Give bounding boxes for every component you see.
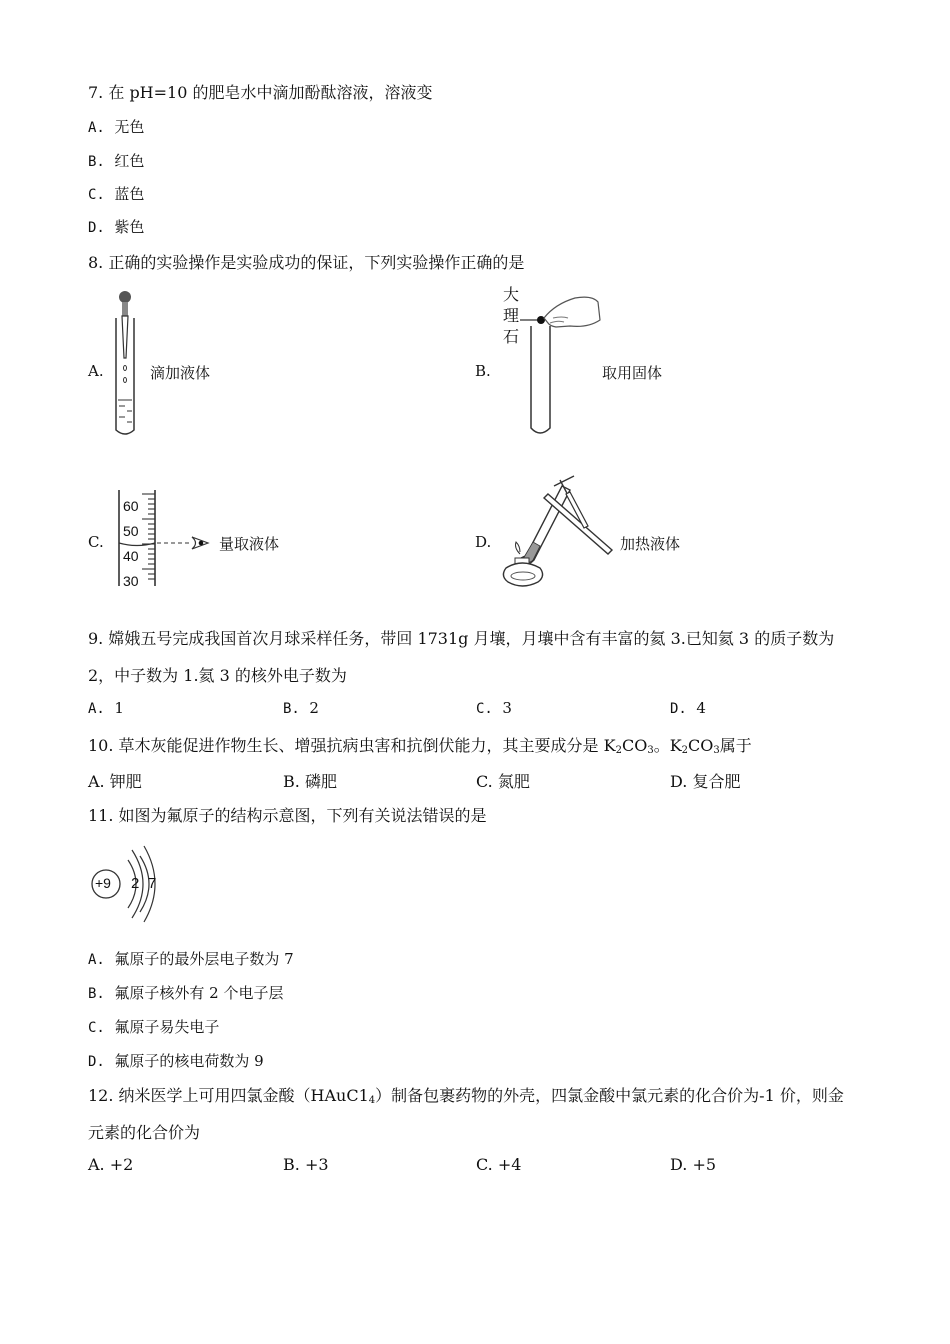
marble-label-char: 大 — [503, 285, 520, 304]
option-label: C. — [476, 1155, 493, 1174]
q9-stem-line2: 2，中子数为 1.氦 3 的核外电子数为 — [88, 666, 347, 685]
q11-option-c[interactable] — [88, 1016, 219, 1037]
option-text: 4 — [696, 699, 706, 717]
stem-text: 12. 纳米医学上可用四氯金酸（HAuC1 — [88, 1086, 369, 1105]
option-text: +3 — [304, 1155, 329, 1174]
stem-text: 。K — [653, 736, 682, 755]
q9-option-b[interactable] — [283, 699, 319, 717]
q12-option-d[interactable] — [670, 1155, 716, 1174]
hand-marble-test-tube-figure — [520, 290, 605, 440]
option-label: B. — [283, 772, 300, 791]
option-text: 氮肥 — [497, 772, 530, 791]
q11-stem: 11. 如图为氟原子的结构示意图，下列有关说法错误的是 — [88, 806, 487, 825]
option-text: +5 — [692, 1155, 717, 1174]
option-label: C. — [476, 772, 493, 791]
option-text: 红色 — [114, 152, 145, 170]
q12-stem-line1 — [88, 1083, 844, 1106]
option-label: A. — [88, 1155, 105, 1174]
stem-text: CO — [621, 736, 648, 755]
option-text: 磷肥 — [304, 772, 337, 791]
subscript: 3 — [713, 745, 720, 756]
option-text: 氟原子的核电荷数为 9 — [114, 1052, 264, 1070]
subscript: 2 — [615, 745, 622, 756]
stem-text: 属于 — [719, 736, 752, 755]
heating-liquid-figure — [500, 472, 618, 592]
option-text: 氟原子易失电子 — [114, 1018, 220, 1036]
q7-stem: 7. 在 pH=10 的肥皂水中滴加酚酞溶液，溶液变 — [88, 83, 433, 102]
q8-option-b-label[interactable]: B. — [475, 362, 491, 380]
q12-option-c[interactable] — [476, 1155, 521, 1174]
option-label: B. — [283, 1155, 300, 1174]
atom-shell2-electrons: 7 — [148, 875, 157, 892]
option-label: B. — [283, 701, 300, 717]
option-label: C. — [476, 701, 493, 717]
option-text: 复合肥 — [692, 772, 741, 791]
option-text: 蓝色 — [114, 185, 145, 203]
q8-option-a-label[interactable]: A. — [88, 362, 104, 380]
option-label: B. — [88, 986, 105, 1002]
q12-option-b[interactable] — [283, 1155, 329, 1174]
q9-option-c[interactable] — [476, 699, 512, 717]
option-label: B. — [88, 154, 105, 170]
option-text: +2 — [109, 1155, 134, 1174]
option-label: A. — [88, 952, 105, 968]
option-label: A. — [88, 120, 105, 136]
scale-label: 30 — [123, 573, 139, 589]
option-text: 无色 — [114, 118, 145, 136]
q10-stem — [88, 733, 752, 756]
q9-option-d[interactable] — [670, 699, 706, 717]
q12-option-a[interactable] — [88, 1155, 133, 1174]
option-text: 氟原子的最外层电子数为 7 — [114, 950, 294, 968]
scale-label: 60 — [123, 498, 139, 514]
option-label: C. — [88, 187, 105, 203]
q10-option-a[interactable] — [88, 769, 142, 792]
q8-option-a-text: 滴加液体 — [150, 364, 211, 382]
option-label: A. — [88, 772, 105, 791]
q9-option-a[interactable] — [88, 699, 124, 717]
stem-text: 10. 草木灰能促进作物生长、增强抗病虫害和抗倒伏能力，其主要成分是 K — [88, 736, 616, 755]
option-text: 紫色 — [114, 218, 145, 236]
q8-option-d-text: 加热液体 — [620, 535, 681, 553]
q10-option-b[interactable] — [283, 769, 337, 792]
stem-text: ）制备包裹药物的外壳，四氯金酸中氯元素的化合价为-1 价，则金 — [375, 1086, 844, 1105]
option-text: 3 — [502, 699, 512, 717]
q7-option-c[interactable] — [88, 183, 144, 204]
option-label: C. — [88, 1020, 105, 1036]
q8-stem: 8. 正确的实验操作是实验成功的保证，下列实验操作正确的是 — [88, 253, 525, 272]
q8-option-c-label[interactable]: C. — [88, 533, 104, 551]
option-label: A. — [88, 701, 105, 717]
q7-option-d[interactable] — [88, 216, 144, 237]
marble-label-char: 理 — [503, 306, 520, 325]
option-label: D. — [88, 1054, 105, 1070]
q8-option-b-text: 取用固体 — [602, 364, 663, 382]
marble-label — [503, 284, 519, 347]
scale-label: 40 — [123, 548, 139, 564]
option-text: 钾肥 — [109, 772, 142, 791]
option-label: D. — [670, 1155, 688, 1174]
atom-shell1-electrons: 2 — [131, 875, 140, 892]
marble-label-char: 石 — [503, 327, 520, 346]
q11-option-d[interactable] — [88, 1050, 264, 1071]
option-text: 2 — [309, 699, 319, 717]
q11-option-a[interactable] — [88, 948, 294, 969]
q8-option-c-text: 量取液体 — [219, 535, 280, 553]
q10-option-d[interactable] — [670, 769, 740, 792]
stem-text: CO — [688, 736, 714, 755]
q7-option-b[interactable] — [88, 150, 144, 171]
cylinder-scale-labels — [123, 494, 139, 594]
subscript: 2 — [681, 745, 689, 756]
q11-option-b[interactable] — [88, 982, 284, 1003]
option-label: D. — [670, 701, 687, 717]
option-text: 1 — [114, 699, 124, 717]
q9-stem-line1: 9. 嫦娥五号完成我国首次月球采样任务，带回 1731g 月壤，月壤中含有丰富的氦 3.已知氦 3 的质子数为 — [88, 629, 835, 648]
option-label: D. — [670, 772, 688, 791]
q8-option-d-label[interactable]: D. — [475, 533, 492, 551]
option-text: +4 — [497, 1155, 522, 1174]
subscript: 4 — [368, 1095, 376, 1106]
q7-option-a[interactable] — [88, 116, 144, 137]
q12-stem-line2: 元素的化合价为 — [88, 1123, 201, 1142]
q10-option-c[interactable] — [476, 769, 530, 792]
subscript: 3 — [647, 745, 654, 756]
scale-label: 50 — [123, 523, 139, 539]
dropper-test-tube-figure — [110, 290, 150, 440]
option-label: D. — [88, 220, 105, 236]
option-text: 氟原子核外有 2 个电子层 — [114, 984, 284, 1002]
atom-nucleus-label: +9 — [95, 875, 111, 891]
